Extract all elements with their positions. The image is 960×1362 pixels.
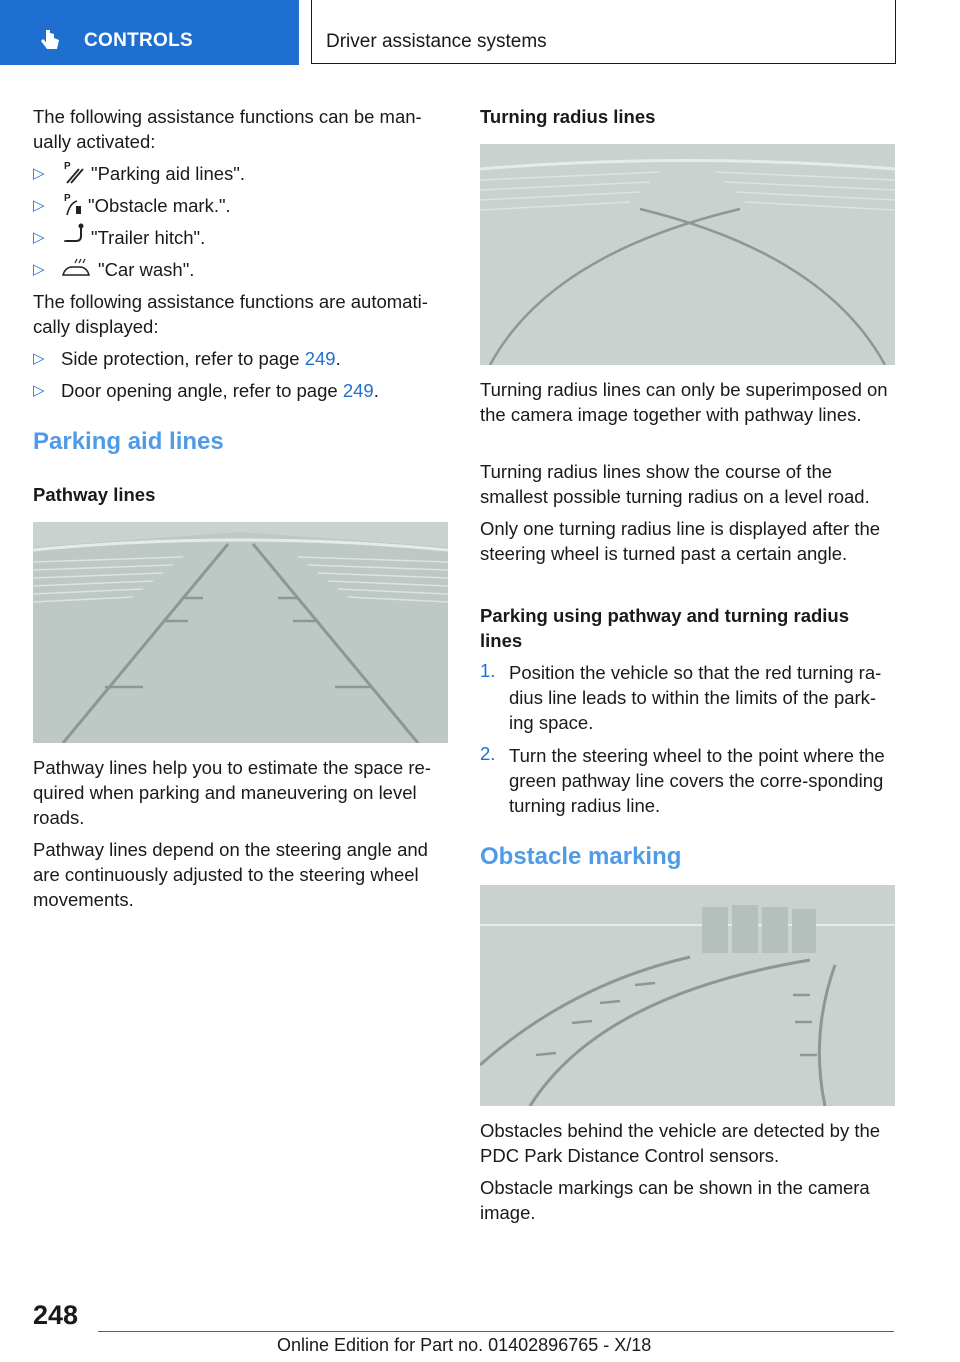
- edition-text: Online Edition for Part no. 01402896765 - X/18: [277, 1335, 652, 1355]
- section-heading: Parking aid lines: [33, 428, 224, 455]
- obstacle-marking-image: [480, 885, 895, 1106]
- pathway-lines-image: [33, 522, 448, 743]
- bullet-triangle-icon: ▷: [33, 165, 45, 182]
- item-label: "Obstacle mark.".: [88, 195, 231, 216]
- item-text: Side protection, refer to page: [61, 348, 305, 369]
- chapter-title: Driver assistance systems: [326, 31, 547, 52]
- hand-pointer-icon: [38, 28, 62, 54]
- bullet-triangle-icon: ▷: [33, 229, 45, 246]
- svg-text:P: P: [64, 161, 71, 172]
- steps-heading: Parking using pathway and turning radius lines: [480, 605, 850, 651]
- obstacle-mark-icon: [63, 191, 85, 217]
- svg-text:P: P: [64, 193, 71, 204]
- bullet-triangle-icon: ▷: [33, 197, 45, 214]
- paragraph: Turning radius lines show the course of the smallest possible turning radius on a level road.: [480, 461, 870, 507]
- bullet-triangle-icon: ▷: [33, 382, 45, 399]
- paragraph: Pathway lines depend on the steering angle and are continuously adjusted to the steering wheel movements.: [33, 839, 428, 910]
- section-label: CONTROLS: [84, 30, 194, 51]
- section-tab: [0, 0, 299, 65]
- parking-aid-lines-icon: [63, 159, 85, 185]
- item-label: "Parking aid lines".: [91, 163, 246, 184]
- auto-intro-text: The following assistance functions are automati‐cally displayed:: [33, 291, 428, 337]
- step-text: Position the vehicle so that the red turning ra‐dius line leads to within the limits of the park‐ing space.: [509, 662, 882, 733]
- paragraph: Obstacles behind the vehicle are detected by the PDC Park Distance Control sensors.: [480, 1120, 881, 1166]
- chapter-title-box: [311, 0, 896, 64]
- item-end: .: [335, 348, 341, 369]
- subsection-heading: Turning radius lines: [480, 106, 656, 127]
- page-link[interactable]: 249: [304, 348, 336, 369]
- turning-radius-lines-image: [480, 144, 895, 365]
- paragraph: Obstacle markings can be shown in the camera image.: [480, 1177, 870, 1223]
- step-number: 2.: [480, 743, 496, 764]
- page-number: 248: [33, 1300, 79, 1330]
- subsection-heading: Pathway lines: [33, 484, 156, 505]
- item-label: "Trailer hitch".: [91, 227, 206, 248]
- item-end: .: [373, 380, 379, 401]
- item-text: Door opening angle, refer to page: [61, 380, 343, 401]
- step-text: Turn the steering wheel to the point where the green pathway line covers the corre‐sponding turning radius line.: [509, 745, 885, 816]
- section-heading: Obstacle marking: [480, 843, 682, 870]
- paragraph: Turning radius lines can only be superimposed on the camera image together with pathway lines.: [480, 379, 888, 425]
- paragraph: Pathway lines help you to estimate the space re‐quired when parking and maneuvering on level roads.: [33, 757, 431, 828]
- page-link[interactable]: 249: [342, 380, 374, 401]
- paragraph: Only one turning radius line is displayed after the steering wheel is turned past a certain angle.: [480, 518, 881, 564]
- trailer-hitch-icon: [61, 223, 87, 249]
- footer-divider: [98, 1331, 894, 1332]
- bullet-triangle-icon: ▷: [33, 261, 45, 278]
- step-number: 1.: [480, 660, 496, 681]
- bullet-triangle-icon: ▷: [33, 350, 45, 367]
- car-wash-icon: [61, 255, 93, 281]
- item-label: "Car wash".: [98, 259, 195, 280]
- intro-text: The following assistance functions can be man‐ually activated:: [33, 106, 422, 152]
